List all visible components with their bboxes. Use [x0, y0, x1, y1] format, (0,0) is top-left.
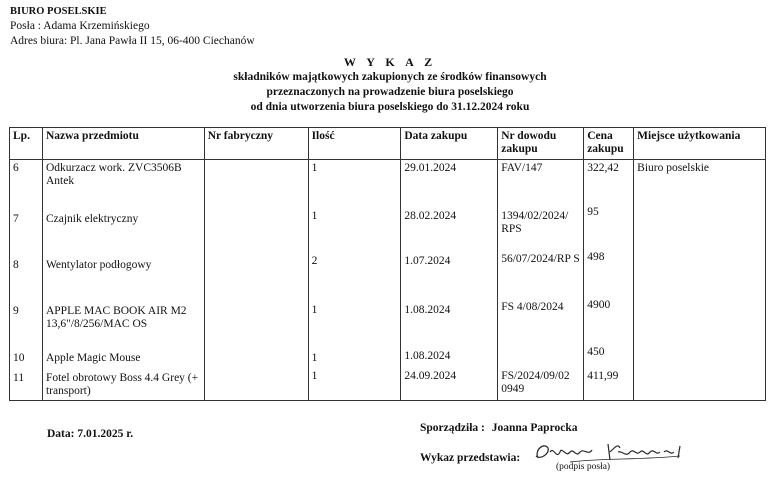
table-header-row: [10, 128, 766, 160]
signature-note: (podpis posła): [556, 462, 611, 472]
cell-name: Fotel obrotowy Boss 4.4 Grey (+ transport): [42, 368, 204, 401]
cell-price: 411,99: [584, 368, 634, 401]
table-row: [10, 297, 766, 342]
document-date: Data: 7.01.2025 r.: [47, 428, 134, 440]
cell-date: 1.08.2024: [401, 342, 498, 368]
title-line-2: składników majątkowych zakupionych ze środków finansowych: [233, 71, 547, 83]
cell-doc: FS 4/08/2024: [498, 297, 584, 342]
cell-qty: 1: [308, 204, 401, 249]
document-title: [130, 55, 650, 115]
cell-lp: 9: [10, 297, 43, 342]
cell-doc: 1394/02/2024/ RPS: [498, 204, 584, 249]
prepared-by: [420, 422, 577, 434]
cell-date: 29.01.2024: [401, 160, 498, 204]
cell-place: [634, 204, 766, 249]
title-line-4: od dnia utworzenia biura poselskiego do 31.12.2024 roku: [250, 101, 530, 113]
cell-place: [634, 342, 766, 368]
cell-doc: FS/2024/09/02 0949: [498, 368, 584, 401]
col-date: Data zakupu: [401, 128, 498, 160]
cell-place: [634, 297, 766, 342]
cell-date: 24.09.2024: [401, 368, 498, 401]
cell-price: 450: [584, 342, 634, 368]
cell-qty: 2: [308, 249, 401, 297]
cell-doc: 56/07/2024/RP S: [498, 249, 584, 297]
cell-qty: 1: [308, 368, 401, 401]
cell-qty: 1: [308, 160, 401, 204]
col-price: Cena zakupu: [584, 128, 634, 160]
cell-serial: [204, 160, 308, 204]
prepared-name: Joanna Paprocka: [491, 422, 578, 434]
table-row: [10, 160, 766, 204]
office-address: Adres biura: Pl. Jana Pawła II 15, 06-400 Ciechanów: [10, 35, 255, 47]
cell-name: Apple Magic Mouse: [42, 342, 204, 368]
table-row: [10, 204, 766, 249]
cell-lp: 11: [10, 368, 43, 401]
col-name: Nazwa przedmiotu: [42, 128, 204, 160]
cell-price: 322,42: [584, 160, 634, 204]
cell-price: 95: [584, 204, 634, 249]
cell-qty: 1: [308, 297, 401, 342]
cell-place: [634, 249, 766, 297]
cell-serial: [204, 249, 308, 297]
col-lp: Lp.: [10, 128, 43, 160]
table-row: [10, 368, 766, 401]
cell-lp: 8: [10, 249, 43, 297]
col-qty: Ilość: [308, 128, 401, 160]
cell-date: 28.02.2024: [401, 204, 498, 249]
prepared-label: Sporządziła :: [420, 422, 485, 434]
cell-place: [634, 368, 766, 401]
cell-price: 498: [584, 249, 634, 297]
cell-doc: [498, 342, 584, 368]
title-line-3: przeznaczonych na prowadzenie biura poselskiego: [266, 86, 514, 98]
asset-table: [9, 127, 766, 401]
col-serial: Nr fabryczny: [204, 128, 308, 160]
document-header: [10, 4, 255, 49]
table-row: [10, 342, 766, 368]
cell-name: Odkurzacz work. ZVC3506B Antek: [42, 160, 204, 204]
cell-doc: FAV/147: [498, 160, 584, 204]
cell-lp: 6: [10, 160, 43, 204]
cell-price: 4900: [584, 297, 634, 342]
col-place: Miejsce użytkowania: [634, 128, 766, 160]
cell-lp: 10: [10, 342, 43, 368]
cell-serial: [204, 204, 308, 249]
table-row: [10, 249, 766, 297]
cell-name: APPLE MAC BOOK AIR M2 13,6"/8/256/MAC OS: [42, 297, 204, 342]
cell-serial: [204, 342, 308, 368]
cell-serial: [204, 368, 308, 401]
cell-place: Biuro poselskie: [634, 160, 766, 204]
presented-label: Wykaz przedstawia:: [420, 452, 521, 464]
cell-serial: [204, 297, 308, 342]
mp-name: Posła : Adama Krzemińskiego: [10, 20, 150, 32]
cell-date: 1.07.2024: [401, 249, 498, 297]
cell-date: 1.08.2024: [401, 297, 498, 342]
cell-name: Wentylator podłogowy: [42, 249, 204, 297]
cell-lp: 7: [10, 204, 43, 249]
cell-qty: 1: [308, 342, 401, 368]
office-name: BIURO POSELSKIE: [10, 6, 107, 17]
cell-name: Czajnik elektryczny: [42, 204, 204, 249]
col-doc: Nr dowodu zakupu: [498, 128, 584, 160]
title-line-1: W Y K A Z: [343, 55, 437, 69]
